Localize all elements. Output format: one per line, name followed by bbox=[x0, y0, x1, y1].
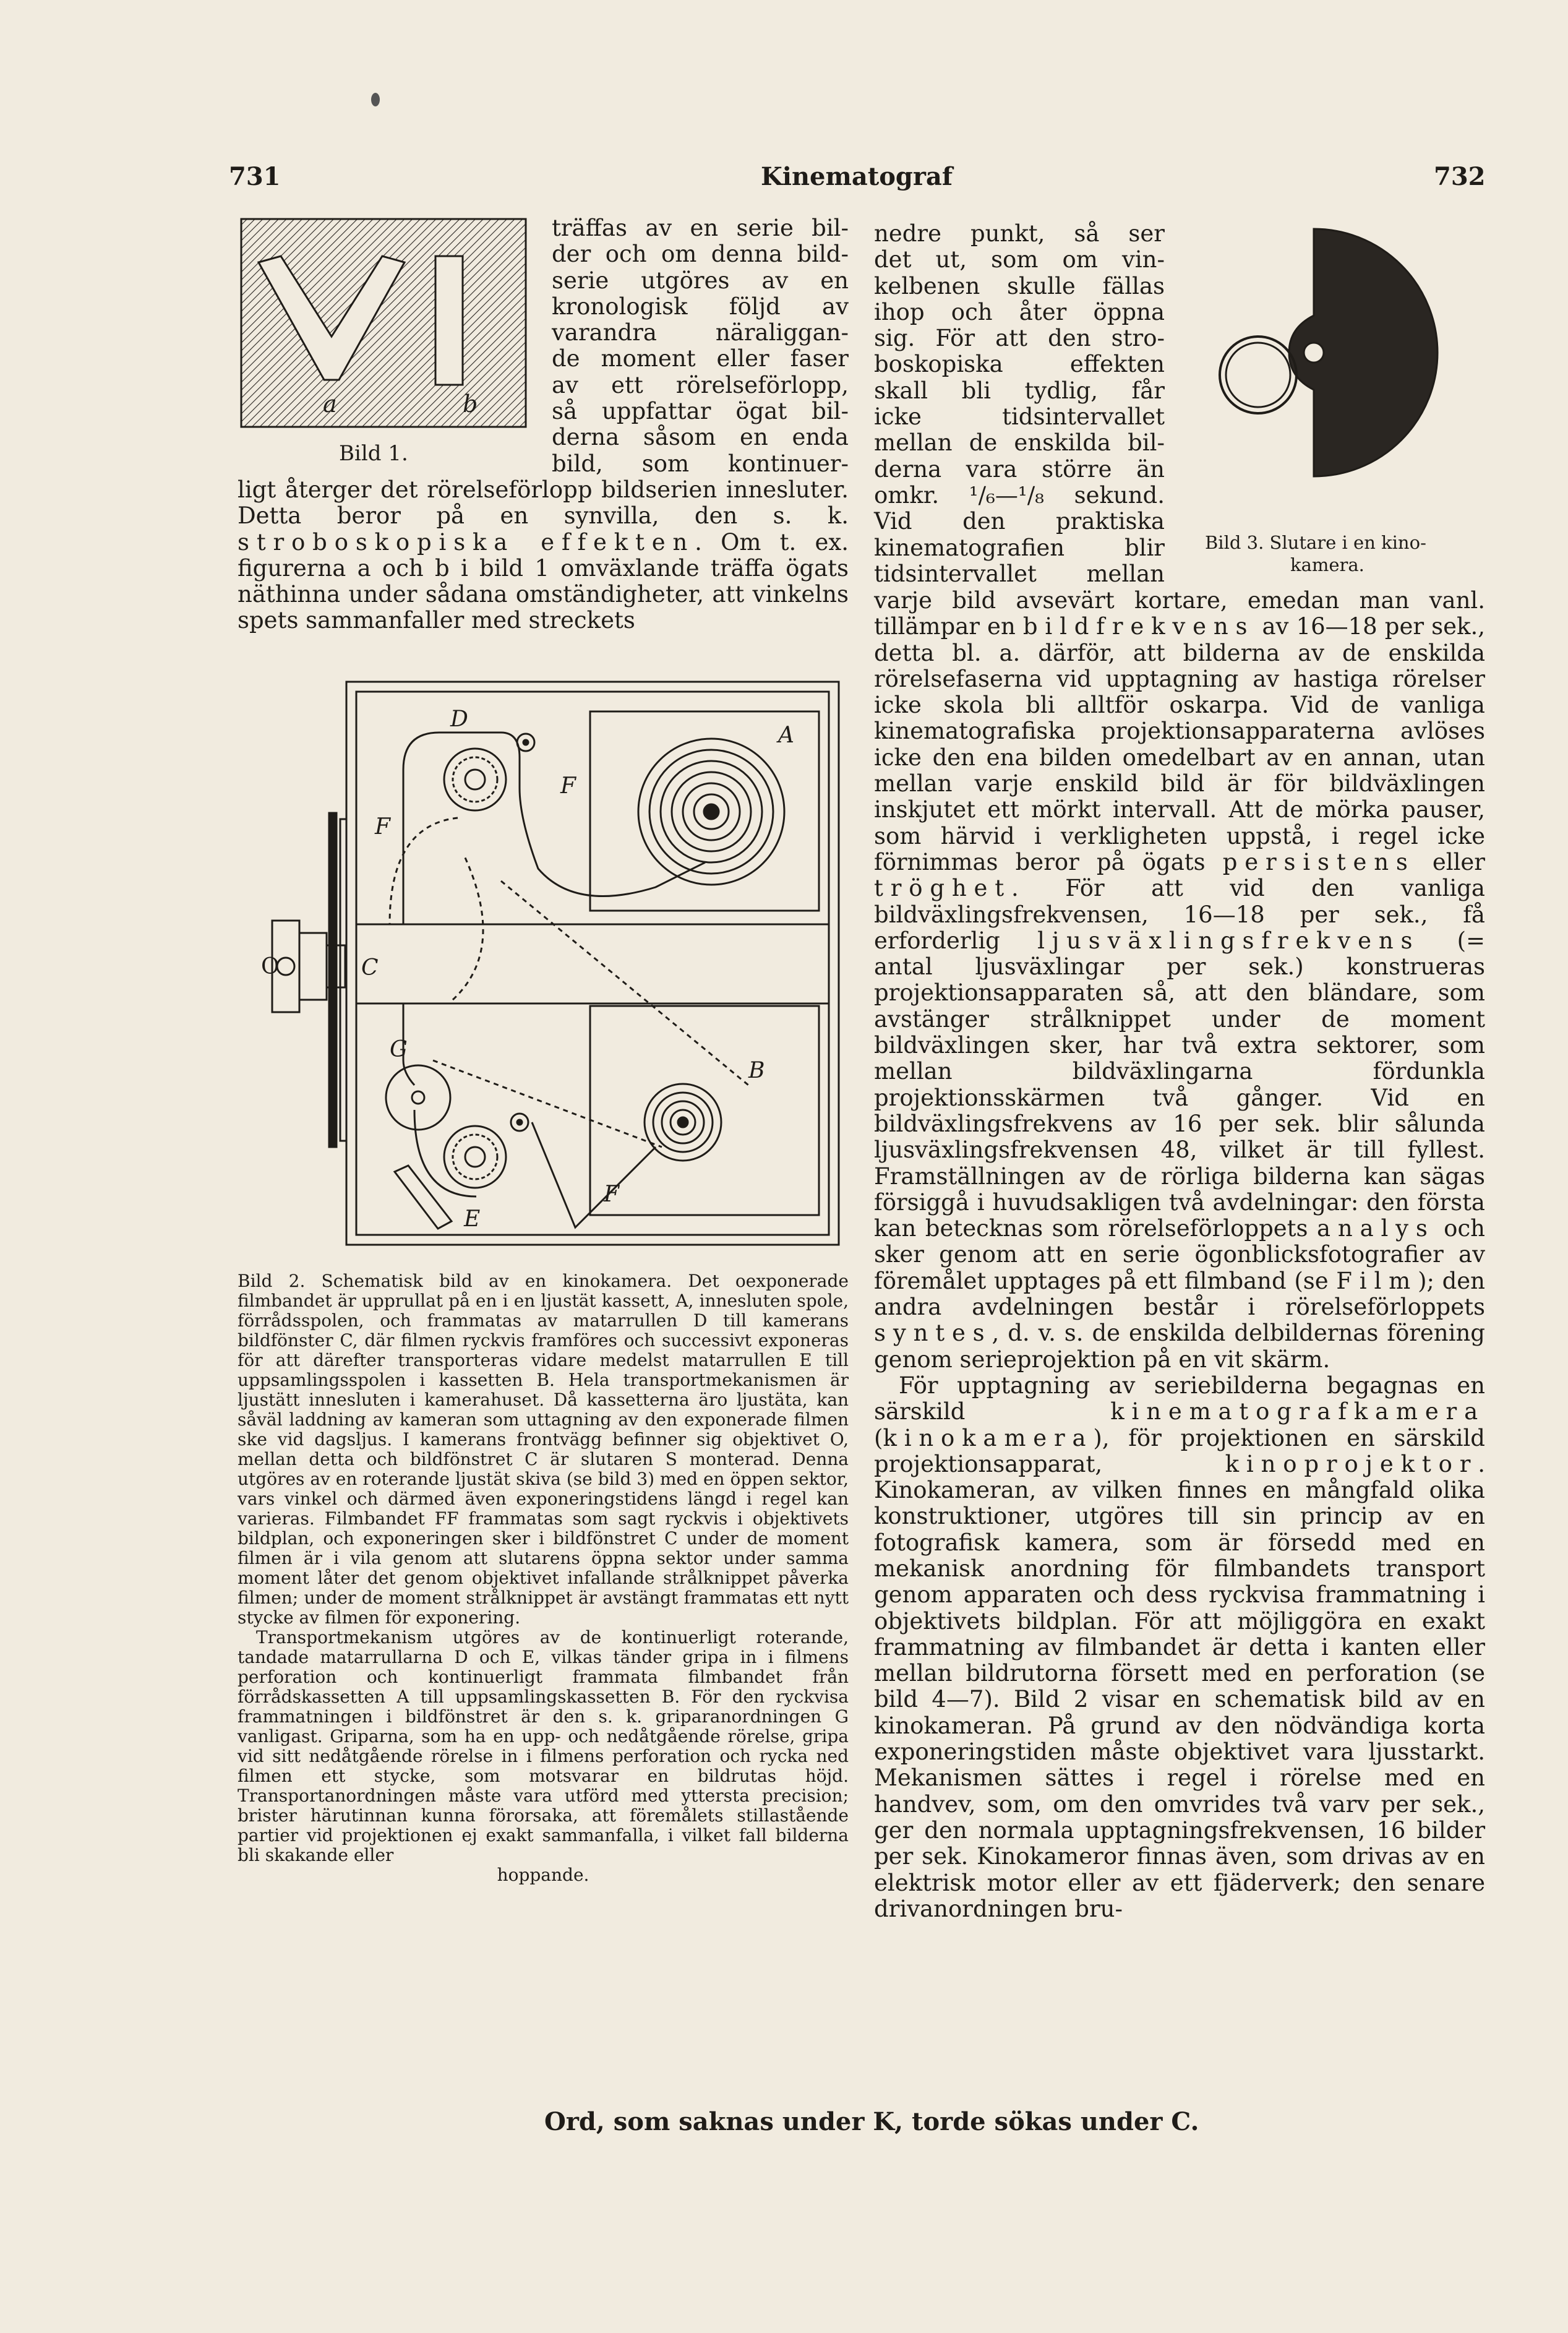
line: de moment eller faser bbox=[552, 345, 849, 372]
page-number-right: 732 bbox=[1434, 162, 1486, 191]
page-footer-note: Ord, som saknas under K, torde sökas under C. bbox=[544, 2107, 1199, 2136]
line: kronologisk följd av bbox=[552, 293, 849, 320]
line: tidsintervallet mellan bbox=[874, 560, 1165, 587]
left-intro bbox=[552, 215, 849, 477]
line: icke tidsintervallet bbox=[874, 403, 1165, 431]
label-F3: F bbox=[604, 1182, 619, 1207]
figure-1-label-b: b bbox=[463, 390, 478, 418]
line: varandra näraliggan- bbox=[552, 319, 849, 346]
line: kelbenen skulle fällas bbox=[874, 272, 1165, 299]
line: mellan de enskilda bil- bbox=[874, 429, 1165, 457]
figure-1 bbox=[240, 218, 528, 429]
line: derna såsom en enda bbox=[552, 424, 849, 451]
line: det ut, som om vin- bbox=[874, 246, 1165, 273]
line: träffas av en serie bil- bbox=[552, 215, 849, 241]
figure-1-caption: Bild 1. bbox=[339, 441, 408, 466]
line: av ett rörelseförlopp, bbox=[552, 371, 849, 398]
line: skall bli tydlig, får bbox=[874, 377, 1165, 404]
line: Vid den praktiska bbox=[874, 508, 1165, 535]
left-paragraph-1: ligt återger det rörelseförlopp bildserien innesluter. Detta beror på en synvilla, den s. k. stroboskopiska effekten. Om t. ex. figurerna a och b i bild 1 omväxlande träffa ögats näthinna under sådana omständigheter, att vinkelns spets sammanfaller med streckets bbox=[238, 476, 849, 634]
right-intro bbox=[874, 221, 1165, 587]
figure-3-caption-1: Bild 3. Slutare i en kino- bbox=[1205, 532, 1426, 553]
line: boskopiska effekten bbox=[874, 351, 1165, 378]
line: bild, som kontinuer- bbox=[552, 450, 849, 477]
label-D: D bbox=[450, 707, 468, 732]
line: sig. För att den stro- bbox=[874, 325, 1165, 352]
label-C: C bbox=[361, 955, 379, 981]
label-G: G bbox=[390, 1037, 408, 1062]
figure-2-caption: Bild 2. Schematisk bild av en kinokamera. Det oexponerade filmbandet är upprullat på en i en ljustät kassett, A, innesluten spole, förrådsspolen, och frammatas av matarrullen D till kamerans bildfönster C, där filmen ryckvis framföres och successivt exponeras för att därefter transporteras vidare medelst matarrullen E till uppsamlingsspolen i kassetten B. Hela transportmekanismen är ljustätt innesluten i kamerahuset. Då kassetterna äro ljustäta, kan såväl laddning av kameran som uttagning av den exponerade filmen ske vid dagsljus. I kamerans frontvägg befinner sig objektivet O, mellan detta och bildfönstret C är slutaren S monterad. Denna utgöres av en roterande ljustät skiva (se bild 3) med en öppen sektor, vars vinkel och därmed även exponeringstidens längd i regel kan varieras. Filmbandet FF frammatas som sagt ryckvis i objektivets bildplan, och exponeringen sker i bildfönstret C under de moment filmen är i vila genom att slutarens öppna sektor under samma moment låter det genom objektivet infallande strålknippet påverka filmen; under de moment strålknippet är avstängt frammatas ett nytt stycke av filmen för exponering. Transportmekanism utgöres av de kontinuerligt roterande, tandade matarrullarna D och E, vilkas tänder gripa in i filmens perforation och kontinuerligt frammata filmbandet från förrådskassetten A till uppsamlingskassetten B. För den ryckvisa frammatningen i bildfönstret är den s. k. griparanordningen G vanligast. Griparna, som ha en upp- och nedåtgående rörelse, gripa vid sitt nedåtgående rörelse in i filmens perforation och rycka ned filmen ett stycke, som motsvarar en bildrutas höjd. Transportanordningen måste vara utförd med yttersta precision; brister härutinnan kunna förorsaka, att föremålets stillastående partier vid projektionen ej exakt sammanfalla, i vilket fall bilderna bli skakande eller hoppande. bbox=[238, 1271, 849, 1885]
label-F2: F bbox=[560, 773, 576, 799]
label-A: A bbox=[778, 723, 794, 748]
figure-3-caption-2: kamera. bbox=[1290, 554, 1365, 575]
figure-1-label-a: a bbox=[323, 390, 337, 418]
label-F1: F bbox=[375, 814, 390, 840]
line: omkr. ¹/₆—¹/₈ sekund. bbox=[874, 481, 1165, 509]
line: så uppfattar ögat bil- bbox=[552, 398, 849, 425]
line: derna vara större än bbox=[874, 455, 1165, 483]
figure-3-shutter bbox=[1196, 204, 1498, 513]
line: ihop och åter öppna bbox=[874, 298, 1165, 325]
figure-2-camera-schematic bbox=[229, 677, 847, 1252]
label-E: E bbox=[464, 1206, 481, 1232]
bar-figure-b bbox=[435, 256, 463, 385]
paper-speck bbox=[371, 93, 380, 106]
line: serie utgöres av en bbox=[552, 267, 849, 294]
page-number-left: 731 bbox=[229, 162, 281, 191]
label-B: B bbox=[748, 1058, 765, 1083]
line: der och om denna bild- bbox=[552, 241, 849, 268]
line: kinematografien blir bbox=[874, 534, 1165, 561]
running-head: Kinematograf bbox=[761, 162, 953, 191]
right-body: varje bild avsevärt kortare, emedan man vanl. tillämpar en bildfrekvens av 16—18 per sek., detta bl. a. därför, att bilderna av de enskilda rörelsefaserna vid upptagning av hastiga rörelser icke skola bli alltför oskarpa. Vid de vanliga kinematografiska projektionsapparaterna avlöses icke den ena bilden omedelbart av en annan, utan mellan varje enskild bild är för bildväxlingen inskjutet ett mörkt intervall. Att de mörka pauser, som härvid i verkligheten uppstå, i regel icke förnimmas beror på ögats persistens eller tröghet. För att vid den vanliga bildväxlingsfrekvensen, 16—18 per sek., få erforderlig ljusväxlingsfrekvens (= antal ljusväxlingar per sek.) konstrueras projektionsapparaten så, att den bländare, som avstänger strålknippet under de moment bildväxlingen sker, har två extra sektorer, som mellan bildväxlingarna fördunkla projektionsskärmen två gånger. Vid en bildväxlingsfrekvens av 16 per sek. blir sålunda ljusväxlingsfrekvensen 48, vilket är till fyllest. Framställningen av de rörliga bilderna kan sägas försiggå i huvudsakligen två avdelningar: den första kan betecknas som rörelseförloppets analys och sker genom att en serie ögonblicksfotografier av föremålet upptages på ett filmband (se Film); den andra avdelningen består i rörelseförloppets syntes, d. v. s. de enskilda delbildernas förening genom serieprojektion på en vit skärm. För upptagning av seriebilderna begagnas en särskild kinematografkamera (kinokamera), för projektionen en särskild projektionsapparat, kinoprojektor. Kinokameran, av vilken finnes en mångfald olika konstruktioner, utgöres till sin princip av en fotografisk kamera, som är försedd med en mekanisk anordning för filmbandets transport genom apparaten och dess ryckvisa frammatning i objektivets bildplan. För att möjliggöra en exakt frammatning av filmbandet är detta i kanten eller mellan bildrutorna försett med en perforation (se bild 4—7). Bild 2 visar en schematisk bild av en kinokameran. På grund av den nödvändiga korta exponeringstiden måste objektivet vara ljusstarkt. Mekanismen sättes i regel i rörelse med en handvev, som, om den omvrides två varv per sek., ger den normala upptagningsfrekvensen, 16 bilder per sek. Kinokameror finnas även, som drivas av en elektrisk motor eller av ett fjäderverk; den senare drivanordningen bru- bbox=[874, 587, 1486, 1922]
label-O: O bbox=[261, 954, 280, 979]
line: nedre punkt, så ser bbox=[874, 220, 1165, 247]
